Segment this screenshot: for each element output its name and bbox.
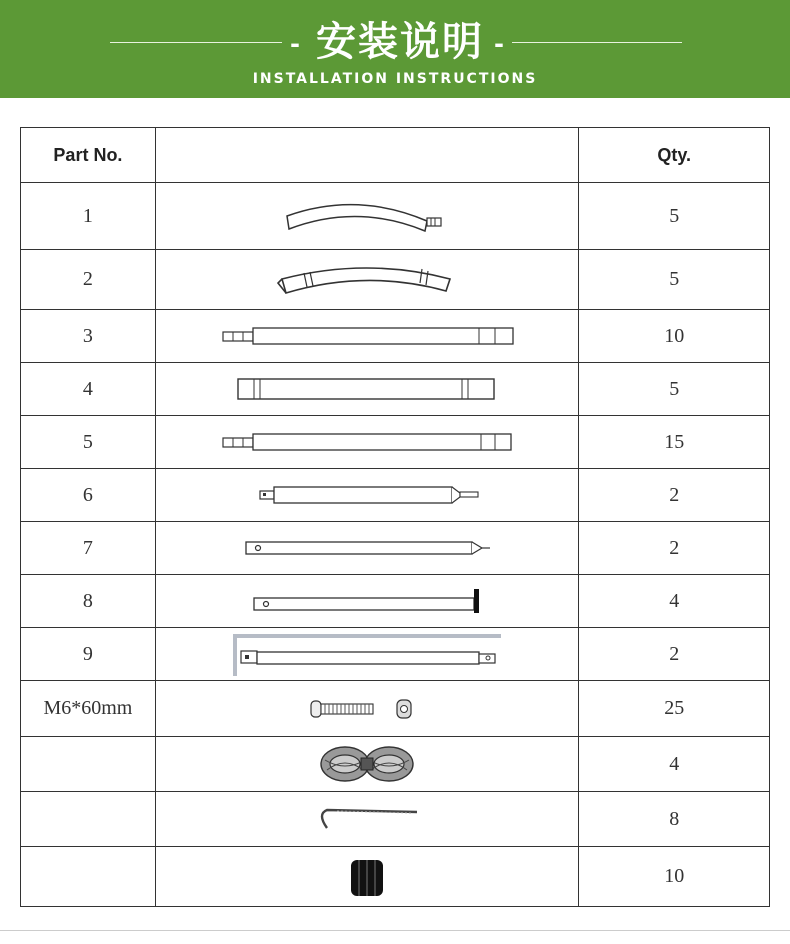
part-image (155, 681, 579, 737)
part-image (155, 416, 579, 469)
pointed-pole-icon (242, 538, 492, 558)
capped-pole-icon (250, 587, 484, 615)
table-row (21, 469, 770, 522)
bungee-cord-icon (317, 742, 417, 786)
part-image (155, 183, 579, 250)
part-image (155, 363, 579, 416)
quantity: 4 (579, 575, 770, 628)
quantity: 4 (579, 737, 770, 792)
column-header-image (155, 128, 579, 183)
part-image (155, 469, 579, 522)
part-image (155, 310, 579, 363)
table-row (21, 681, 770, 737)
quantity: 5 (579, 250, 770, 310)
part-no: 8 (21, 575, 156, 628)
page-title: 安装说明 (316, 19, 484, 65)
part-no: 2 (21, 250, 156, 310)
quantity: 5 (579, 363, 770, 416)
part-no: M6*60mm (21, 681, 156, 737)
hook-stake-icon (313, 806, 421, 832)
table-row (21, 575, 770, 628)
quantity: 15 (579, 416, 770, 469)
table-row (21, 628, 770, 681)
bottom-divider (0, 930, 790, 931)
straight-pole-icon (219, 431, 515, 453)
bolt-nut-icon (307, 694, 427, 724)
table-row (21, 847, 770, 907)
quantity: 2 (579, 628, 770, 681)
header-banner (0, 0, 790, 98)
column-header-part-no: Part No. (21, 128, 156, 183)
part-no: 4 (21, 363, 156, 416)
part-no: 1 (21, 183, 156, 250)
parts-table (20, 127, 770, 907)
part-image (155, 522, 579, 575)
quantity: 10 (579, 847, 770, 907)
table-row (21, 363, 770, 416)
part-no (21, 792, 156, 847)
quantity: 8 (579, 792, 770, 847)
tapered-pole-icon (254, 484, 480, 506)
quantity: 10 (579, 310, 770, 363)
part-no (21, 847, 156, 907)
part-image (155, 847, 579, 907)
part-image (155, 250, 579, 310)
straight-tube-icon (236, 376, 498, 402)
part-no: 3 (21, 310, 156, 363)
table-row (21, 183, 770, 250)
header-rule-right (512, 42, 682, 43)
table-row (21, 310, 770, 363)
part-no: 7 (21, 522, 156, 575)
table-row (21, 737, 770, 792)
header-dash-right: - (494, 30, 504, 58)
curved-tube-icon (277, 191, 457, 241)
quantity: 25 (579, 681, 770, 737)
part-image (155, 575, 579, 628)
curved-sleeved-tube-icon (272, 257, 462, 303)
quantity: 2 (579, 469, 770, 522)
header-rule-left (110, 42, 282, 43)
header-dash-left: - (290, 30, 300, 58)
table-row (21, 416, 770, 469)
part-image (155, 792, 579, 847)
part-no: 6 (21, 469, 156, 522)
bracket-pole-icon (229, 632, 505, 676)
table-row (21, 792, 770, 847)
column-header-qty: Qty. (579, 128, 770, 183)
quantity: 2 (579, 522, 770, 575)
part-image (155, 737, 579, 792)
straight-pole-icon (217, 325, 517, 347)
quantity: 5 (579, 183, 770, 250)
page-subtitle: INSTALLATION INSTRUCTIONS (252, 71, 538, 87)
part-image (155, 628, 579, 681)
part-no (21, 737, 156, 792)
table-header-row (21, 128, 770, 183)
part-no: 9 (21, 628, 156, 681)
rubber-cap-icon (347, 856, 387, 898)
table-row (21, 522, 770, 575)
part-no: 5 (21, 416, 156, 469)
table-row (21, 250, 770, 310)
